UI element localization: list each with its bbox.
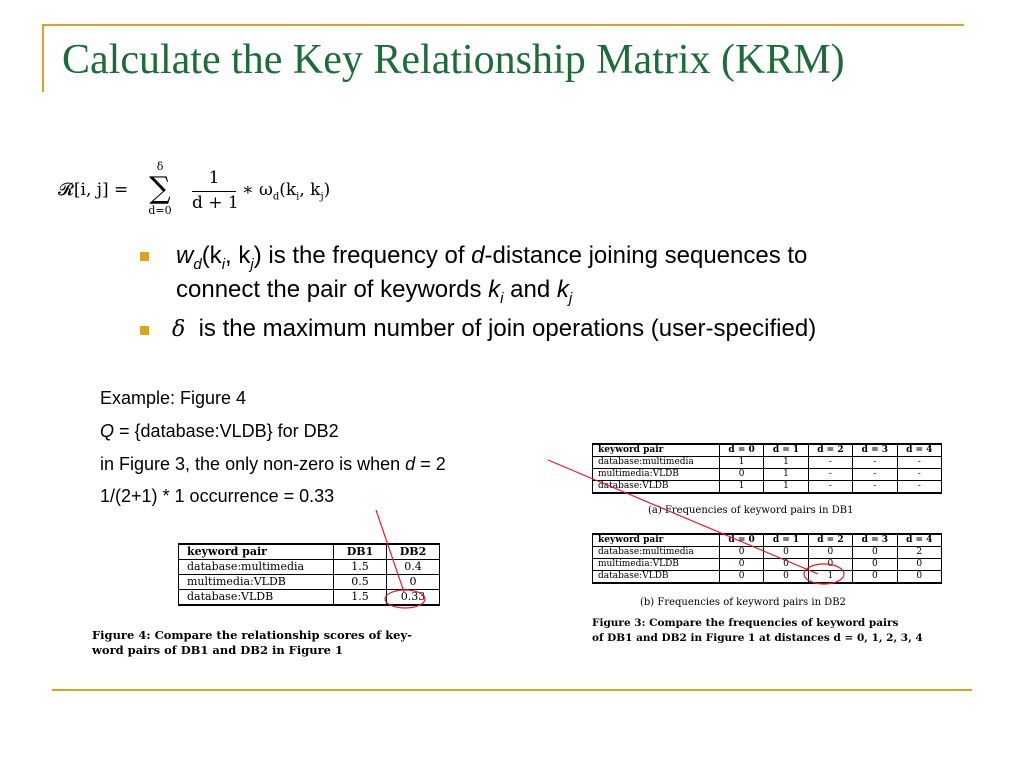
column-header: d = 3 [853,534,897,547]
table-cell: database:multimedia [593,547,720,559]
formula-tail: ∗ $\omega_d(k_i$, $k_j$) [242,180,331,203]
table-cell: database:VLDB [179,590,334,606]
column-header: keyword pair [593,534,720,547]
bullet-2: δ is the maximum number of join operations (user-specified) [172,315,817,342]
table-cell: - [853,457,897,469]
table-cell: 0 [808,559,852,571]
example-line-1: Example: Figure 4 [100,388,247,408]
table-cell: 0 [897,571,941,584]
formula-numerator: 1 [208,168,220,188]
table-cell: 0 [764,547,808,559]
table-cell: database:multimedia [593,457,720,469]
table-cell: - [808,457,852,469]
column-header: d = 3 [853,444,897,457]
table-cell: 0.5 [334,575,387,590]
column-header: keyword pair [179,544,334,560]
column-header: d = 4 [897,534,941,547]
table-cell: 0 [853,559,897,571]
column-header: d = 0 [719,534,763,547]
formula-sum-upper: δ [156,160,164,173]
table-cell: database:VLDB [593,571,720,584]
callout-line-fig4 [376,510,404,592]
table-cell: 0 [808,547,852,559]
table-cell: - [808,469,852,481]
column-header: d = 2 [808,444,852,457]
formula-denominator: d + 1 [192,193,239,213]
column-header: keyword pair [593,444,720,457]
table-cell: 1 [719,481,763,494]
table-cell: 1 [764,457,808,469]
table-cell: 0 [764,559,808,571]
table-cell: 1 [808,571,852,584]
table-cell: 0.4 [387,560,440,575]
figure-3b-caption: (b) Frequencies of keyword pairs in DB2 [640,597,846,608]
table-cell: 0 [719,571,763,584]
table-cell: 2 [897,547,941,559]
table-cell: 0 [764,571,808,584]
sum-symbol: ∑ [149,171,171,206]
column-header: DB2 [387,544,440,560]
table-cell: 0.33 [387,590,440,606]
table-cell: 1.5 [334,590,387,606]
table-cell: - [853,481,897,494]
table-cell: multimedia:VLDB [593,559,720,571]
table-cell: - [808,481,852,494]
table-cell: 0 [853,547,897,559]
callout-line-fig3 [548,460,818,574]
column-header: d = 4 [897,444,941,457]
bullet-1-line-1: $w_d(k_i$, $k_j$) is the frequency of d-distance joining sequences to [176,242,808,273]
table-cell: - [853,469,897,481]
column-header: d = 2 [808,534,852,547]
callout-circle-fig4 [385,590,425,608]
formula-lhs: 𝓡[i, j] = [58,180,129,200]
table-cell: - [897,469,941,481]
example-line-4: 1/(2+1) * 1 occurrence = 0.33 [100,486,335,506]
table-cell: 0 [897,559,941,571]
table-cell: multimedia:VLDB [179,575,334,590]
figure-3a-caption: (a) Frequencies of keyword pairs in DB1 [648,505,854,516]
table-cell: 1 [764,469,808,481]
table-cell: 1 [719,457,763,469]
table-cell: 0 [853,571,897,584]
table-cell: multimedia:VLDB [593,469,720,481]
formula-sum-lower: d=0 [148,204,172,217]
table-cell: 0 [719,559,763,571]
table-cell: 0 [719,547,763,559]
table-cell: 1 [764,481,808,494]
column-header: d = 0 [719,444,763,457]
table-cell: database:multimedia [179,560,334,575]
callout-circle-fig3 [804,564,844,584]
figure-3-caption: Figure 3: Compare the frequencies of keyword pairs of DB1 and DB2 in Figure 1 at distances d = 0, 1, 2, 3, 4 [592,617,923,644]
bullet-1-line-2: connect the pair of keywords $k_i$ and $k_j$ [176,276,573,307]
table-cell: - [897,481,941,494]
column-header: DB1 [334,544,387,560]
figure-4-caption: Figure 4: Compare the relationship scores of key- word pairs of DB1 and DB2 in Figure 1 [92,628,412,657]
example-line-3: in Figure 3, the only non-zero is when d = 2 [100,454,446,474]
table-cell: database:VLDB [593,481,720,494]
table-cell: 0 [719,469,763,481]
table-cell: 1.5 [334,560,387,575]
slide-title: Calculate the Key Relationship Matrix (KRM) [62,37,845,83]
table-cell: - [897,457,941,469]
column-header: d = 1 [764,444,808,457]
example-line-2: Q = {database:VLDB} for DB2 [100,421,339,441]
table-cell: 0 [387,575,440,590]
column-header: d = 1 [764,534,808,547]
